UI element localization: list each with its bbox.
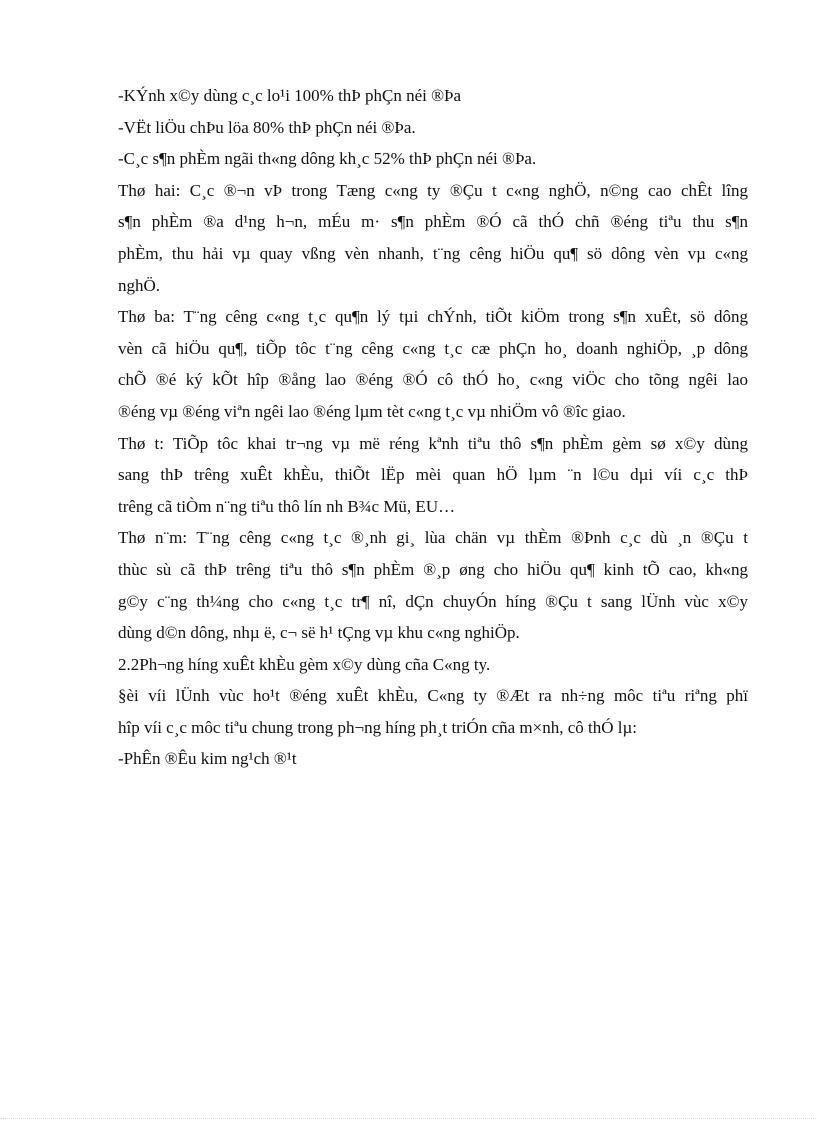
paragraph-line: ®éng vµ ®éng viªn ngêi lao ®éng lµm tèt c«ng t¸c vµ nhiÖm vô ®îc giao.	[118, 401, 626, 421]
paragraph-line: s¶n phÈm ®a d¹ng h¬n, mÉu m· s¶n phÈm ®Ó cã thÓ chñ ®éng tiªu thu s¶n	[118, 212, 748, 232]
bullet-line: -PhÊn ®Êu kim ng¹ch ®¹t	[118, 749, 297, 769]
section-heading: 2.2Ph¬ng híng xuÊt khÈu gèm x©y dùng cña C«ng ty.	[118, 654, 491, 674]
paragraph-line: Thø ba: T¨ng cêng c«ng t¸c qu¶n lý tµi chÝnh, tiÕt kiÖm trong s¶n xuÊt, sö dông	[118, 307, 748, 327]
paragraph-line: dùng d©n dông, nhµ ë, c¬ së h¹ tÇng vµ khu c«ng nghiÖp.	[118, 623, 520, 643]
page-bottom-rule	[0, 1118, 816, 1119]
paragraph-line: vèn cã hiÖu qu¶, tiÕp tôc t¨ng cêng c«ng t¸c cæ phÇn ho¸ doanh nghiÖp, ¸p dông	[118, 338, 748, 358]
paragraph-line: hîp víi c¸c môc tiªu chung trong ph¬ng híng ph¸t triÓn cña m×nh, cô thÓ lµ:	[118, 717, 638, 737]
paragraph-line: Thø hai: C¸c ®¬n vÞ trong Tæng c«ng ty ®Çu t c«ng nghÖ, n©ng cao chÊt lîng	[118, 180, 748, 200]
paragraph-line: nghÖ.	[118, 275, 161, 295]
paragraph-line: trêng cã tiÒm n¨ng tiªu thô lín nh B¾c Mü, EU…	[118, 496, 456, 516]
paragraph-line: §èi víi lÜnh vùc ho¹t ®éng xuÊt khÈu, C«ng ty ®Æt ra nh÷ng môc tiªu riªng phï	[118, 686, 748, 706]
bullet-line: -VËt liÖu chÞu löa 80% thÞ phÇn néi ®Þa.	[118, 117, 416, 137]
paragraph-line: thùc sù cã thÞ trêng tiªu thô s¶n phÈm ®¸p øng cho hiÖu qu¶ kinh tÕ cao, kh«ng	[118, 559, 748, 579]
bullet-line: -KÝnh x©y dùng c¸c lo¹i 100% thÞ phÇn néi ®Þa	[118, 86, 462, 105]
bullet-line: -C¸c s¶n phÈm ngãi th«ng dông kh¸c 52% thÞ phÇn néi ®Þa.	[118, 149, 537, 169]
paragraph-line: sang thÞ trêng xuÊt khÈu, thiÕt lËp mèi quan hÖ lµm ¨n l©u dµi víi c¸c thÞ	[118, 465, 748, 485]
document-body	[118, 80, 748, 775]
paragraph-line: g©y c¨ng th¼ng cho c«ng t¸c tr¶ nî, dÇn chuyÓn híng ®Çu t sang lÜnh vùc x©y	[118, 591, 748, 611]
paragraph-line: chÕ ®é ký kÕt hîp ®ång lao ®éng ®Ó cô thÓ ho¸ c«ng viÖc cho tõng ngêi lao	[118, 370, 748, 390]
paragraph-line: Thø n¨m: T¨ng cêng c«ng t¸c ®¸nh gi¸ lùa chän vµ thÈm ®Þnh c¸c dù ¸n ®Çu t	[118, 528, 748, 548]
paragraph-line: Thø t: TiÕp tôc khai tr¬ng vµ më réng kªnh tiªu thô s¶n phÈm gèm sø x©y dùng	[118, 433, 748, 453]
paragraph-line: phÈm, thu hải vµ quay vßng vèn nhanh, t¨ng cêng hiÖu qu¶ sö dông vèn vµ c«ng	[118, 243, 748, 263]
